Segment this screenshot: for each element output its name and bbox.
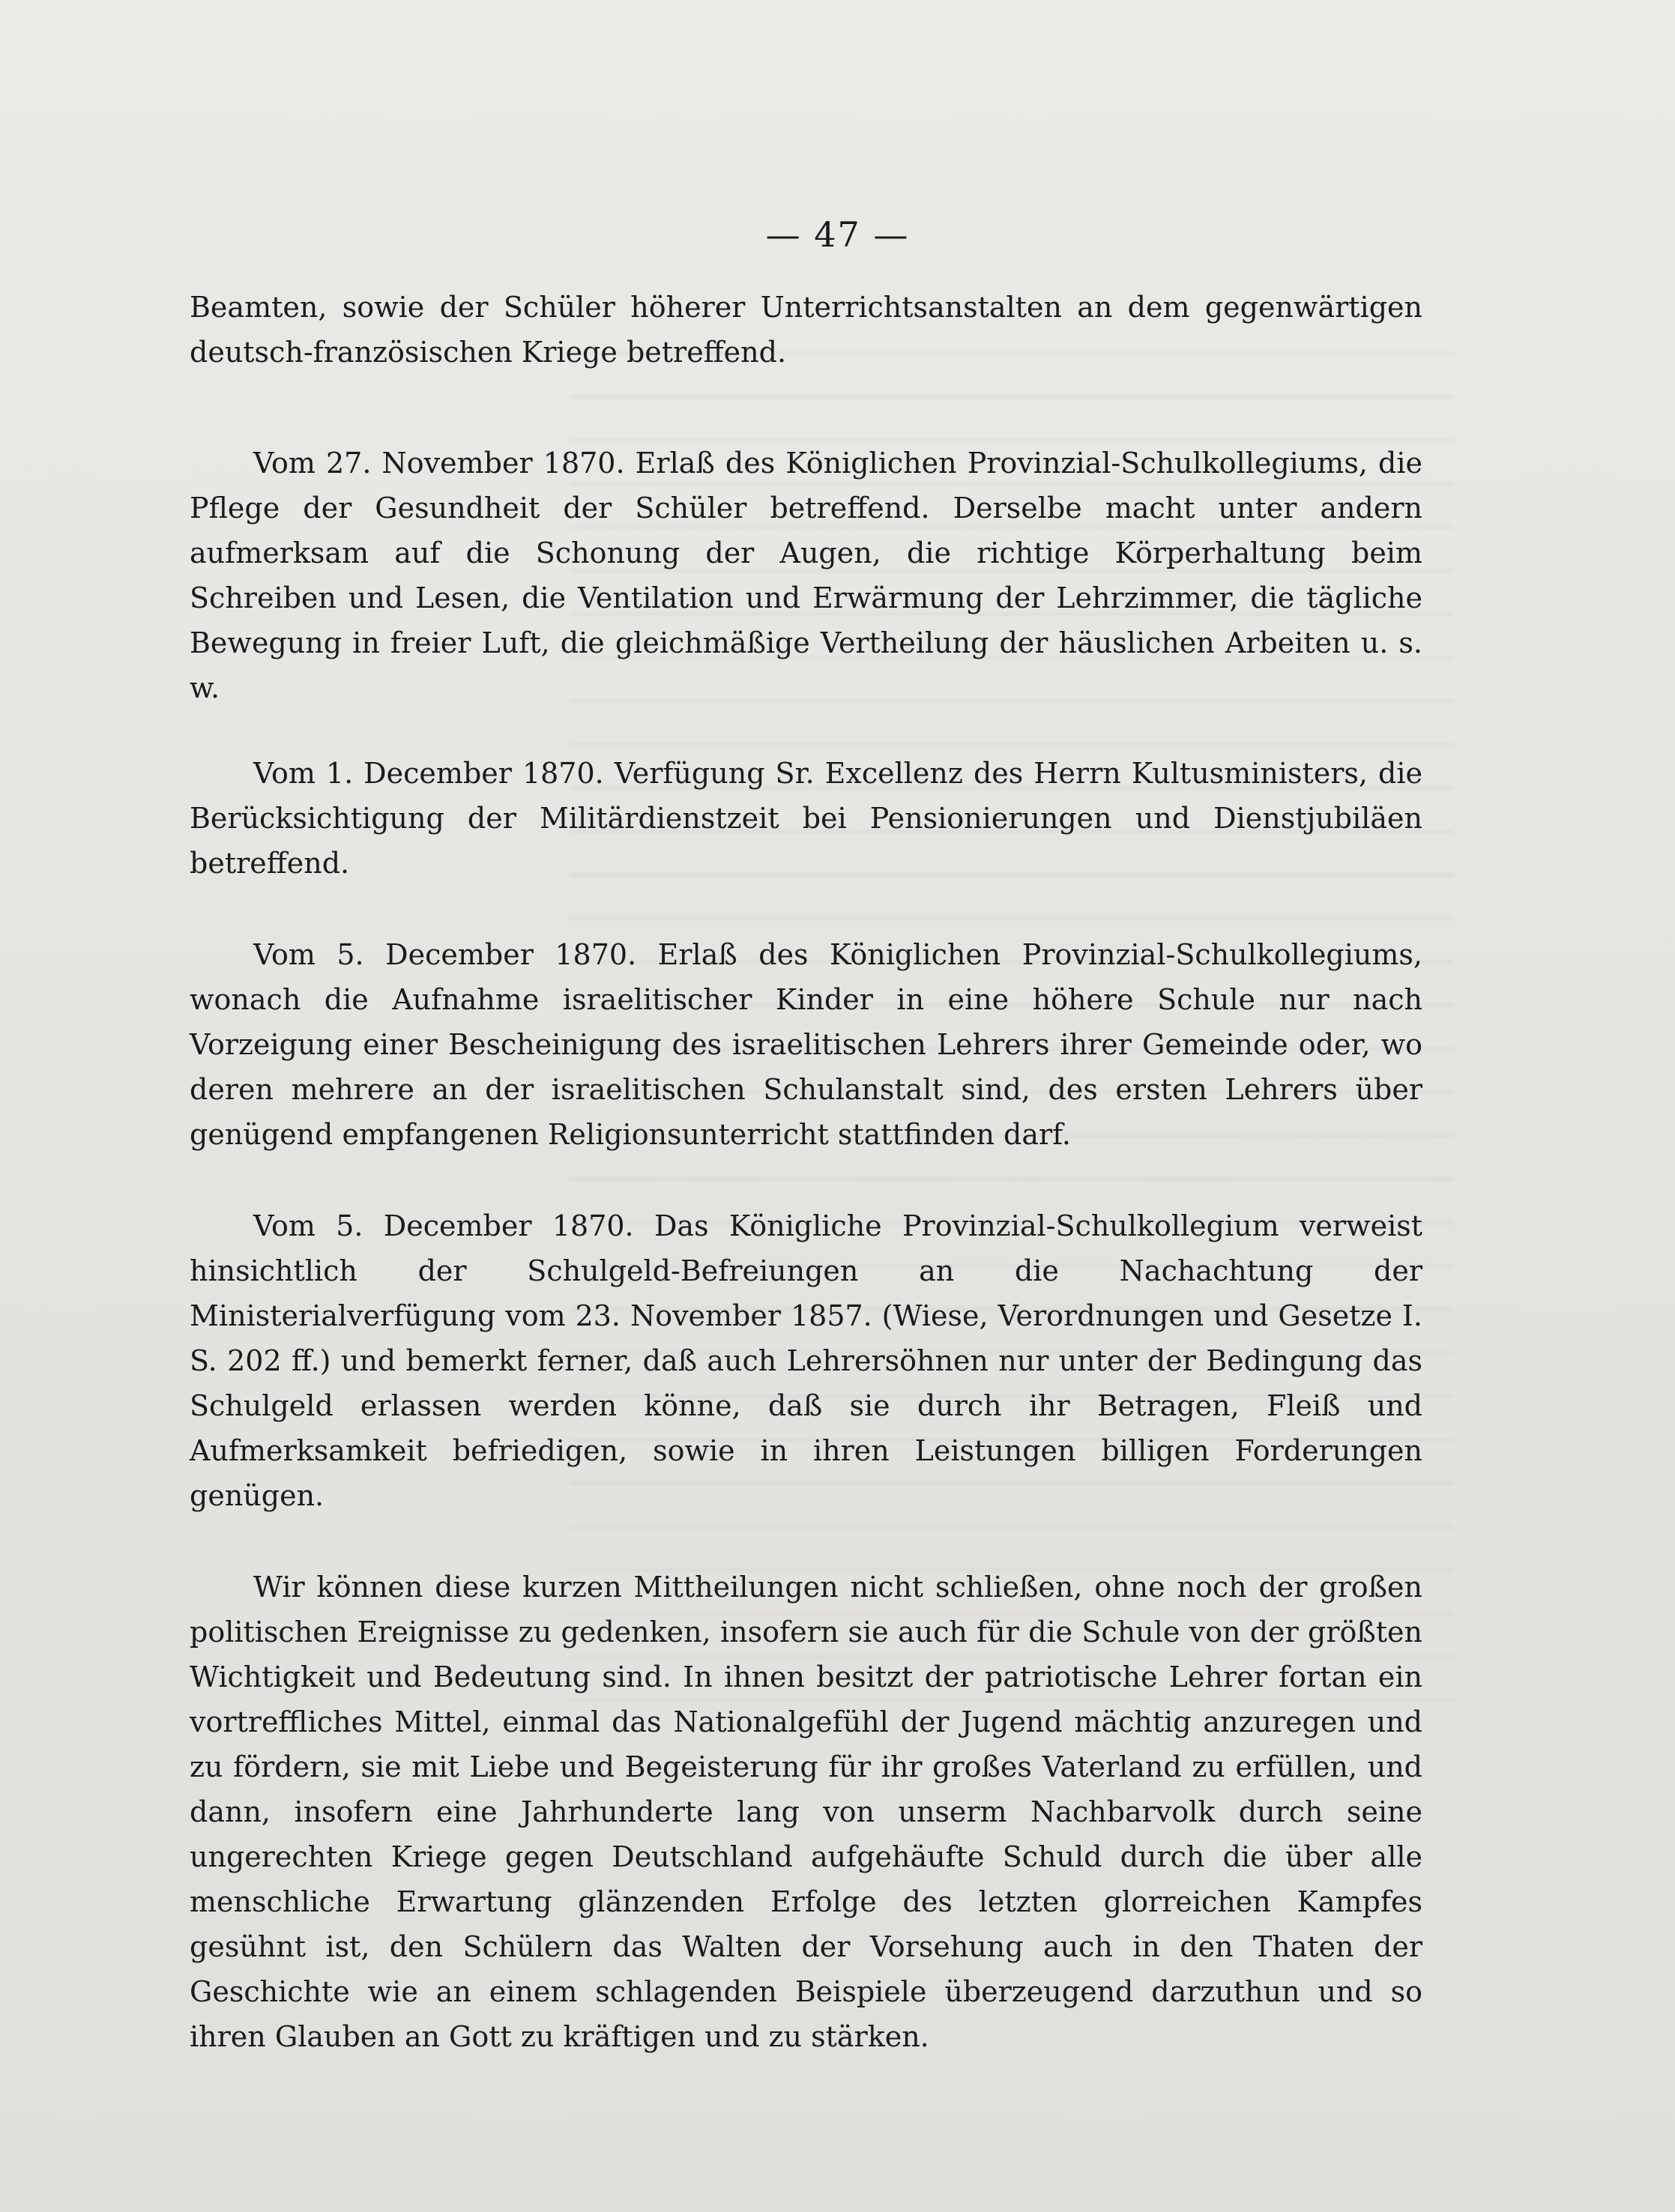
paragraph-decree-5-december-b: Vom 5. December 1870. Das Königliche Provinzial-Schulkollegium verweist hinsichtlich der Schulgeld-Befreiungen an die Nachachtung der Ministerialverfügung vom 23. November 1857. (Wiese, Verordnungen und Gesetze I. S. 202 ff.) und bemerkt ferner, daß auch Lehrersöhnen nur unter der Bedingung das Schulgeld erlassen werden könne, daß sie durch ihr Betragen, Fleiß und Aufmerksamkeit befriedigen, sowie in ihren Leistungen billigen Forderungen genügen. xyxy=(190,1209,1422,1512)
paragraph-continuation: Beamten, sowie der Schüler höherer Unterrichtsanstalten an dem gegenwärtigen deutsch-französischen Kriege betreffend. xyxy=(190,291,1422,369)
paragraph-decree-1-december: Vom 1. December 1870. Verfügung Sr. Excellenz des Herrn Kultusministers, die Berücksichtigung der Militärdienstzeit bei Pensionierungen und Dienstjubiläen betreffend. xyxy=(190,757,1422,880)
paragraph-decree-5-december-a: Vom 5. December 1870. Erlaß des Königlichen Provinzial-Schulkollegiums, wonach die Aufnahme israelitischer Kinder in eine höhere Schule nur nach Vorzeigung einer Bescheinigung des israelitischen Lehrers ihrer Gemeinde oder, wo deren mehrere an der israelitischen Schulanstalt sind, des ersten Lehrers über genügend empfangenen Religionsunterricht stattfinden darf. xyxy=(190,938,1422,1151)
page-number: — 47 — xyxy=(765,214,910,255)
paragraph-decree-27-november: Vom 27. November 1870. Erlaß des Königlichen Provinzial-Schulkollegiums, die Pflege der Gesundheit der Schüler betreffend. Derselbe macht unter andern aufmerksam auf die Schonung der Augen, die richtige Körperhaltung beim Schreiben und Lesen, die Ventilation und Erwärmung der Lehrzimmer, die tägliche Bewegung in freier Luft, die gleichmäßige Vertheilung der häuslichen Arbeiten u. s. w. xyxy=(190,447,1422,704)
document-body xyxy=(190,285,1422,2059)
paragraph-closing-remarks: Wir können diese kurzen Mittheilungen nicht schließen, ohne noch der großen politischen Ereignisse zu gedenken, insofern sie auch für die Schule von der größten Wichtigkeit und Bedeutung sind. In ihnen besitzt der patriotische Lehrer fortan ein vortreffliches Mittel, einmal das Nationalgefühl der Jugend mächtig anzuregen und zu fördern, sie mit Liebe und Begeisterung für ihr großes Vaterland zu erfüllen, und dann, insofern eine Jahrhunderte lang von unserm Nachbarvolk durch seine ungerechten Kriege gegen Deutschland aufgehäufte Schuld durch die über alle menschliche Erwartung glänzenden Erfolge des letzten glorreichen Kampfes gesühnt ist, den Schülern das Walten der Vorsehung auch in den Thaten der Geschichte wie an einem schlagenden Beispiele überzeugend darzuthun und so ihren Glauben an Gott zu kräftigen und zu stärken. xyxy=(190,1571,1422,2053)
